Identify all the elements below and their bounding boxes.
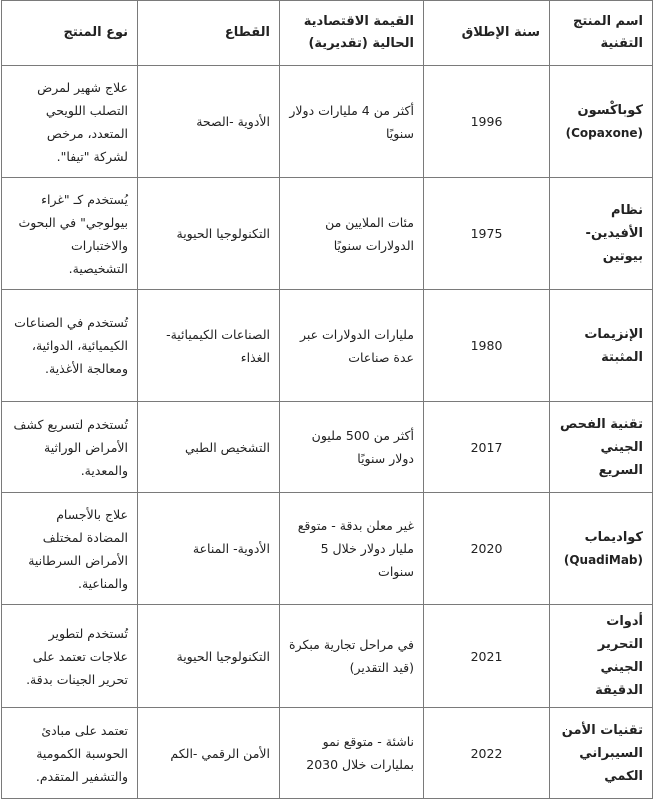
product-name-en: (Copaxone) bbox=[565, 125, 643, 140]
cell-value: مئات الملايين من الدولارات سنويًا bbox=[280, 178, 424, 290]
table-row bbox=[2, 402, 653, 493]
product-name: كوباكْسون bbox=[577, 102, 643, 118]
cell-year: 1980 bbox=[424, 290, 550, 402]
cell-year: 1975 bbox=[424, 178, 550, 290]
cell-type: يُستخدم كـ "غراء بيولوجي" في البحوث والاختبارات التشخيصية. bbox=[2, 178, 138, 290]
cell-type: تُستخدم في الصناعات الكيميائية، الدوائية، ومعالجة الأغذية. bbox=[2, 290, 138, 402]
cell-sector: الأدوية -الصحة bbox=[138, 66, 280, 178]
table-row bbox=[2, 493, 653, 605]
table-row bbox=[2, 290, 653, 402]
cell-value: مليارات الدولارات عبر عدة صناعات bbox=[280, 290, 424, 402]
cell-value: في مراحل تجارية مبكرة (قيد التقدير) bbox=[280, 605, 424, 708]
header-type: نوع المنتج bbox=[2, 1, 138, 66]
cell-value: أكثر من 4 مليارات دولار سنويًا bbox=[280, 66, 424, 178]
header-value: القيمة الاقتصادية الحالية (تقديرية) bbox=[280, 1, 424, 66]
cell-value: أكثر من 500 مليون دولار سنويًا bbox=[280, 402, 424, 493]
cell-sector: التشخيص الطبي bbox=[138, 402, 280, 493]
cell-year: 2017 bbox=[424, 402, 550, 493]
cell-sector: الأدوية- المناعة bbox=[138, 493, 280, 605]
table-row bbox=[2, 708, 653, 799]
cell-name: أدوات التحرير الجيني الدقيقة bbox=[550, 605, 653, 708]
products-table bbox=[1, 0, 653, 799]
cell-year: 2022 bbox=[424, 708, 550, 799]
cell-year: 2020 bbox=[424, 493, 550, 605]
cell-sector: التكنولوجيا الحيوية bbox=[138, 178, 280, 290]
cell-year: 2021 bbox=[424, 605, 550, 708]
cell-value: غير معلن بدقة - متوقع مليار دولار خلال 5 سنوات bbox=[280, 493, 424, 605]
cell-name bbox=[550, 493, 653, 605]
cell-name bbox=[550, 66, 653, 178]
header-name: اسم المنتج التقنية bbox=[550, 1, 653, 66]
cell-name: نظام الأفيدين-بيوتين bbox=[550, 178, 653, 290]
cell-sector: الصناعات الكيميائية- الغذاء bbox=[138, 290, 280, 402]
cell-type: تُستخدم لتسريع كشف الأمراض الوراثية والمعدية. bbox=[2, 402, 138, 493]
table-row bbox=[2, 605, 653, 708]
cell-name: تقنيات الأمن السيبراني الكمي bbox=[550, 708, 653, 799]
cell-name: تقنية الفحص الجيني السريع bbox=[550, 402, 653, 493]
table-header-row bbox=[2, 1, 653, 66]
product-name-en: (QuadiMab) bbox=[563, 552, 643, 567]
cell-type: علاج بالأجسام المضادة لمختلف الأمراض السرطانية والمناعية. bbox=[2, 493, 138, 605]
cell-type: علاج شهير لمرض التصلب اللويحي المتعدد، مرخص لشركة "تيفا". bbox=[2, 66, 138, 178]
product-name: كواديماب bbox=[584, 529, 643, 545]
cell-name: الإنزيمات المثبتة bbox=[550, 290, 653, 402]
table-row bbox=[2, 178, 653, 290]
cell-year: 1996 bbox=[424, 66, 550, 178]
cell-sector: التكنولوجيا الحيوية bbox=[138, 605, 280, 708]
header-year: سنة الإطلاق bbox=[424, 1, 550, 66]
cell-type: تُستخدم لتطوير علاجات تعتمد على تحرير الجينات بدقة. bbox=[2, 605, 138, 708]
cell-sector: الأمن الرقمي -الكم bbox=[138, 708, 280, 799]
header-sector: القطاع bbox=[138, 1, 280, 66]
table-row bbox=[2, 66, 653, 178]
cell-type: تعتمد على مبادئ الحوسبة الكمومية والتشفير المتقدم. bbox=[2, 708, 138, 799]
cell-value: ناشئة - متوقع نمو بمليارات خلال 2030 bbox=[280, 708, 424, 799]
